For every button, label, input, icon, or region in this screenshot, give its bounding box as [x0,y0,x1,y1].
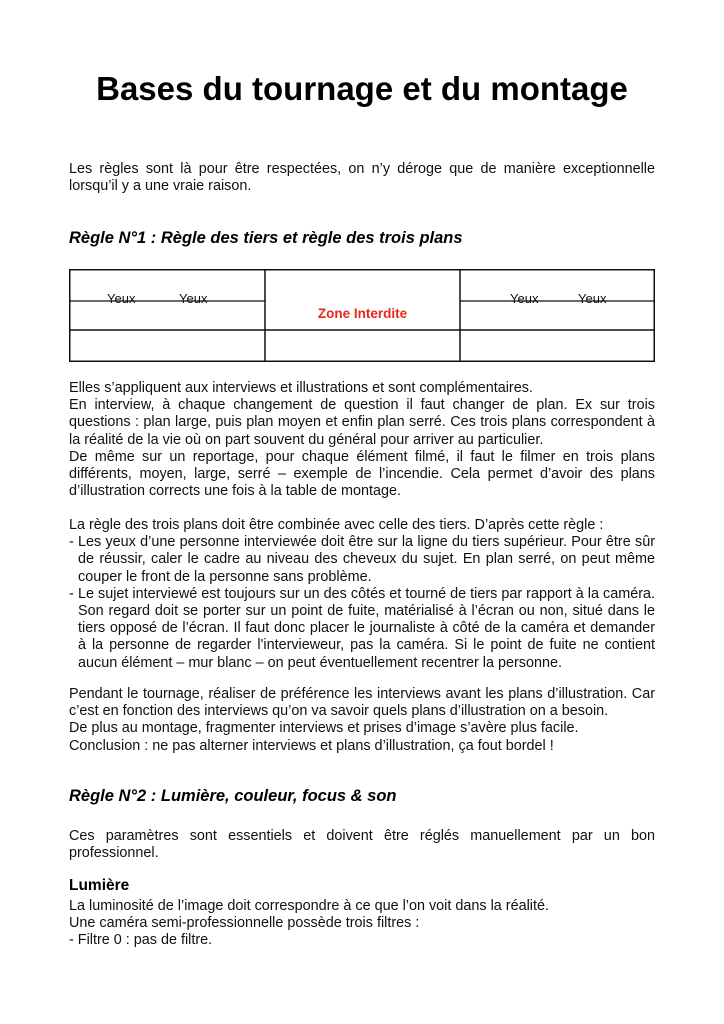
eye-label-left-1: Yeux [107,291,136,306]
paragraph-line: Une caméra semi-professionnelle possède trois filtres : [69,915,420,932]
bullet-text: Les yeux d’une personne interviewée doit être sur la ligne du tiers supérieur. Pour être sûr de réussir, caler le cadre au niveau des cheveux du sujet. En plan serré, on peut même couper le front de la personne sans problème. [78,534,655,585]
paragraph-line: La luminosité de l’image doit correspondre à ce que l’on voit dans la réalité. [69,898,549,914]
paragraph-line: - Filtre 0 : pas de filtre. [69,932,213,949]
paragraph-line: En interview, à chaque changement de question il faut changer de plan. Ex sur trois questions : plan large, puis plan moyen et enfin plan serré. Ces trois plans correspondent à la réalité de la vie où on part souvent du général pour arriver au particulier. [69,397,655,448]
paragraph-line: Elles s’appliquent aux interviews et illustrations et sont complémentaires. [69,380,533,396]
intro-paragraph: Les règles sont là pour être respectées, on n’y déroge que de manière exceptionnelle lorsqu’il y a une vraie raison. [69,161,655,195]
paragraph-line: De plus au montage, fragmenter interviews et prises d’image s’avère plus facile. [69,720,579,737]
bullet-item [69,534,655,586]
bullet-text: Le sujet interviewé est toujours sur un des côtés et tourné de tiers par rapport à la caméra. Son regard doit se porter sur un point de fuite, matérialisé à l’écran ou non, situé dans le tiers opposé de l’écran. Il faut donc placer le journaliste à côté de la caméra et demander à la personne de regarder l'intervieweur, pas la caméra. Si le point de fuite ne contient aucun élément – mur blanc – on peut éventuellement recentrer la personne. [78,585,655,671]
rule1-paragraph-1 [69,380,655,500]
lumiere-heading: Lumière [69,877,130,894]
eye-label-right-1: Yeux [510,291,539,306]
rule-of-thirds-grid [69,269,655,362]
eye-label-right-2: Yeux [578,291,607,306]
paragraph-line: Pendant le tournage, réaliser de préférence les interviews avant les plans d’illustration. Car c’est en fonction des interviews qu’on va savoir quels plans d’illustration on a besoin. [69,686,655,720]
bullet-dash: - [69,585,74,602]
rule1-heading: Règle N°1 : Règle des tiers et règle des trois plans [69,229,463,247]
rule1-paragraph-2 [69,517,655,672]
rule2-heading: Règle N°2 : Lumière, couleur, focus & son [69,787,397,805]
lumiere-paragraph [69,898,655,950]
rule2-intro: Ces paramètres sont essentiels et doivent être réglés manuellement par un bon professionnel. [69,828,655,862]
bullet-dash: - [69,534,74,551]
bullet-item [69,586,655,672]
paragraph-intro: La règle des trois plans doit être combinée avec celle des tiers. D’après cette règle : [69,517,604,533]
eye-label-left-2: Yeux [179,291,208,306]
forbidden-zone-label: Zone Interdite [317,306,408,321]
page-title: Bases du tournage et du montage [96,70,628,107]
paragraph-line: De même sur un reportage, pour chaque élément filmé, il faut le filmer en trois plans différents, moyen, large, serré – exemple de l’incendie. Cela permet d’avoir des plans d’illustration corrects une fois à la table de montage. [69,448,655,500]
paragraph-line: Conclusion : ne pas alterner interviews et plans d’illustration, ça fout bordel ! [69,737,554,754]
rule1-paragraph-3 [69,686,655,755]
